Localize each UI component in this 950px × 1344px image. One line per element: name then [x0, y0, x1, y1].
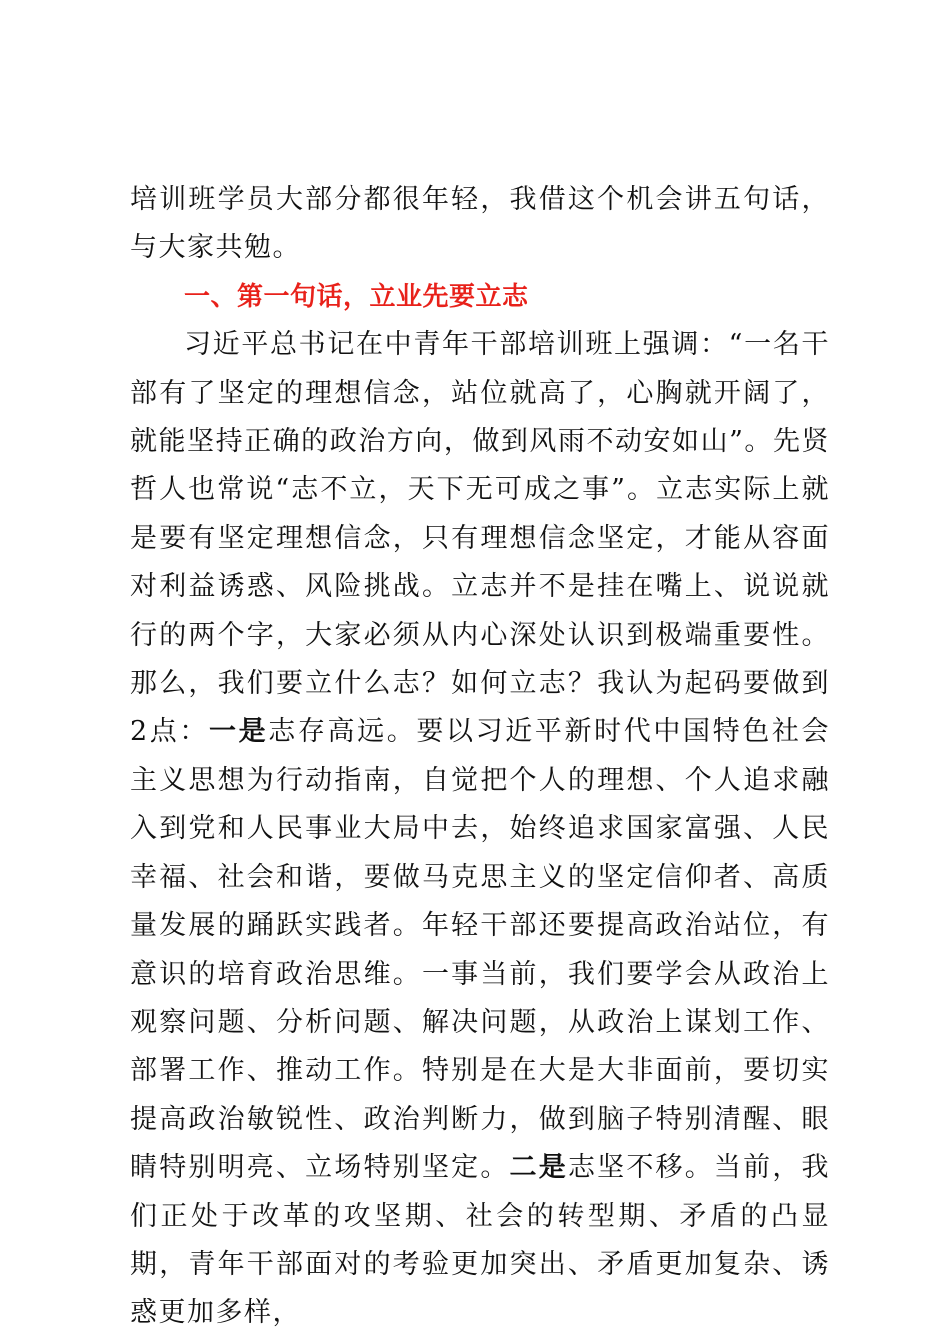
point-one-label: 一是: [209, 716, 269, 748]
paragraph-text-a: 习近平总书记在中青年干部培训班上强调：“一名干部有了坚定的理想信念，站位就高了，心胸就开阔了，就能坚持正确的政治方向，做到风雨不动安如山”。先贤哲人也常说“志不立，天下无可成之事”。立志实际上就是要有坚定理想信念，只有理想信念坚定，才能从容面对利益诱惑、风险挑战。立志并不是挂在嘴上、说说就行的两个字，大家必须从内心深处认识到极端重要性。那么，我们要立什么志？如何立志？我认为起码要做到2点：: [130, 329, 830, 748]
point-two-label: 二是: [509, 1152, 568, 1184]
intro-paragraph: 培训班学员大部分都很年轻，我借这个机会讲五句话，与大家共勉。: [130, 184, 830, 264]
paragraph-text-c: 志坚不移。当前，我们正处于改革的攻坚期、社会的转型期、矛盾的凸显期，青年干部面对的考验更加突出、矛盾更加复杂、诱惑更加多样，: [130, 1152, 831, 1329]
document-body: [130, 176, 830, 1338]
section-paragraph: [130, 321, 830, 1338]
paragraph-text-b: 志存高远。要以习近平新时代中国特色社会主义思想为行动指南，自觉把个人的理想、个人追求融入到党和人民事业大局中去，始终追求国家富强、人民幸福、社会和谐，要做马克思主义的坚定信仰者、高质量发展的踊跃实践者。年轻干部还要提高政治站位，有意识的培育政治思维。一事当前，我们要学会从政治上观察问题、分析问题、解决问题，从政治上谋划工作、部署工作、推动工作。特别是在大是大非面前，要切实提高政治敏锐性、政治判断力，做到脑子特别清醒、眼睛特别明亮、立场特别坚定。: [130, 716, 830, 1184]
section-heading: 一、第一句话，立业先要立志: [184, 281, 529, 312]
